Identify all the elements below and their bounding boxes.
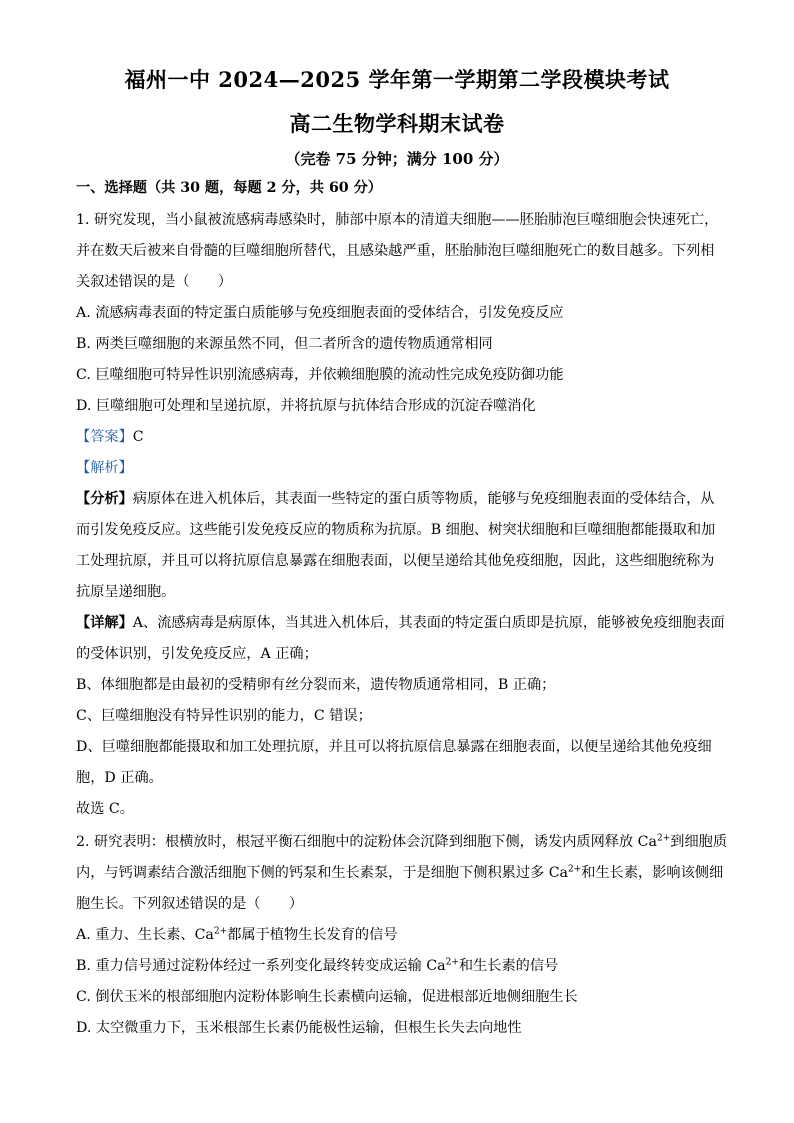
q1-answer bbox=[76, 427, 726, 447]
q2-option-c: C. 倒伏玉米的根部细胞内淀粉体影响生长素横向运输，促进根部近地侧细胞生长 bbox=[76, 989, 578, 1005]
q1-xiangjie-line: C、巨噬细胞没有特异性识别的能力，C 错误； bbox=[76, 708, 372, 724]
fenxi-text: 病原体在进入机体后，其表面一些特定的蛋白质等物质，能够与免疫细胞表面的受体结合，从 bbox=[132, 491, 715, 507]
q1-xiangjie-line bbox=[76, 613, 726, 633]
option-text: 和生长素的信号 bbox=[458, 958, 559, 974]
q1-stem-line: 1. 研究发现，当小鼠被流感病毒感染时，肺部中原本的清道夫细胞——胚胎肺泡巨噬细胞会快速死亡， bbox=[76, 212, 719, 228]
q2-option-d: D. 太空微重力下，玉米根部生长素仍能极性运输，但根生长失去向地性 bbox=[76, 1020, 522, 1036]
q2-option-b bbox=[76, 956, 726, 976]
exam-title: 福州一中 2024—2025 学年第一学期第二学段模块考试 bbox=[124, 67, 670, 92]
q2-stem-line bbox=[76, 832, 726, 852]
exam-duration-note: （完卷 75 分钟；满分 100 分） bbox=[285, 150, 509, 168]
q2-stem-line: 胞生长。下列叙述错误的是（ ） bbox=[76, 896, 304, 912]
superscript: 2+ bbox=[445, 957, 459, 968]
fenxi-tag: 【分析】 bbox=[76, 491, 133, 507]
q1-fenxi-line: 而引发免疫反应。这些能引发免疫反应的物质称为抗原。B 细胞、树突状细胞和巨噬细胞都能摄取和加 bbox=[76, 522, 716, 538]
exam-subject-title: 高二生物学科期末试卷 bbox=[289, 111, 505, 136]
q2-stem-text: 2. 研究表明：根横放时，根冠平衡石细胞中的淀粉体会沉降到细胞下侧，诱发内质网释放 Ca bbox=[76, 834, 657, 850]
q1-fenxi-line: 抗原呈递细胞。 bbox=[76, 584, 176, 600]
q1-xiangjie-line: 的受体识别，引发免疫反应，A 正确； bbox=[76, 646, 318, 662]
answer-tag: 【答案】 bbox=[76, 429, 133, 445]
q1-option-d: D. 巨噬细胞可处理和呈递抗原，并将抗原与抗体结合形成的沉淀吞噬消化 bbox=[76, 398, 536, 414]
analysis-tag: 【解析】 bbox=[76, 460, 133, 476]
xiangjie-tag: 【详解】 bbox=[76, 615, 133, 631]
q2-option-a bbox=[76, 925, 726, 945]
q1-fenxi-line: 工处理抗原，并且可以将抗原信息暴露在细胞表面，以便呈递给其他免疫细胞，因此，这些细胞统称为 bbox=[76, 553, 715, 569]
option-text: B. 重力信号通过淀粉体经过一系列变化最终转变成运输 Ca bbox=[76, 958, 446, 974]
q2-stem-text: 到细胞质 bbox=[670, 834, 728, 850]
option-text: 都属于植物生长发育的信号 bbox=[227, 927, 398, 943]
q1-xiangjie-line: D、巨噬细胞都能摄取和加工处理抗原，并且可以将抗原信息暴露在细胞表面，以便呈递给其他免疫细 bbox=[76, 739, 712, 755]
superscript: 2+ bbox=[213, 926, 228, 937]
q1-xiangjie-line: 胞，D 正确。 bbox=[76, 770, 163, 786]
superscript: 2+ bbox=[657, 833, 671, 844]
q1-option-c: C. 巨噬细胞可特异性识别流感病毒，并依赖细胞膜的流动性完成免疫防御功能 bbox=[76, 367, 564, 383]
q2-stem-text: 内，与钙调素结合激活细胞下侧的钙泵和生长素泵，于是细胞下侧积累过多 Ca bbox=[76, 865, 569, 881]
xiangjie-text: A、流感病毒是病原体，当其进入机体后，其表面的特定蛋白质即是抗原，能够被免疫细胞表面 bbox=[132, 615, 725, 631]
q1-option-a: A. 流感病毒表面的特定蛋白质能够与免疫细胞表面的受体结合，引发免疫反应 bbox=[76, 305, 564, 321]
q1-conclusion: 故选 C。 bbox=[76, 801, 134, 817]
answer-value: C bbox=[132, 429, 144, 445]
q1-fenxi-line bbox=[76, 489, 726, 509]
q1-stem-line: 并在数天后被来自骨髓的巨噬细胞所替代，且感染越严重，胚胎肺泡巨噬细胞死亡的数目越多。下列相 bbox=[76, 243, 715, 259]
q2-stem-line bbox=[76, 863, 726, 883]
option-text: A. 重力、生长素、Ca bbox=[76, 927, 214, 943]
q1-stem-line: 关叙述错误的是（ ） bbox=[76, 274, 233, 290]
q1-xiangjie-line: B、体细胞都是由最初的受精卵有丝分裂而来，遗传物质通常相同，B 正确； bbox=[76, 677, 556, 693]
q1-option-b: B. 两类巨噬细胞的来源虽然不同，但二者所含的遗传物质通常相同 bbox=[76, 336, 493, 352]
section-heading: 一、选择题（共 30 题，每题 2 分，共 60 分） bbox=[76, 180, 382, 196]
superscript: 2+ bbox=[568, 864, 582, 875]
q2-stem-text: 和生长素，影响该侧细 bbox=[581, 865, 724, 881]
